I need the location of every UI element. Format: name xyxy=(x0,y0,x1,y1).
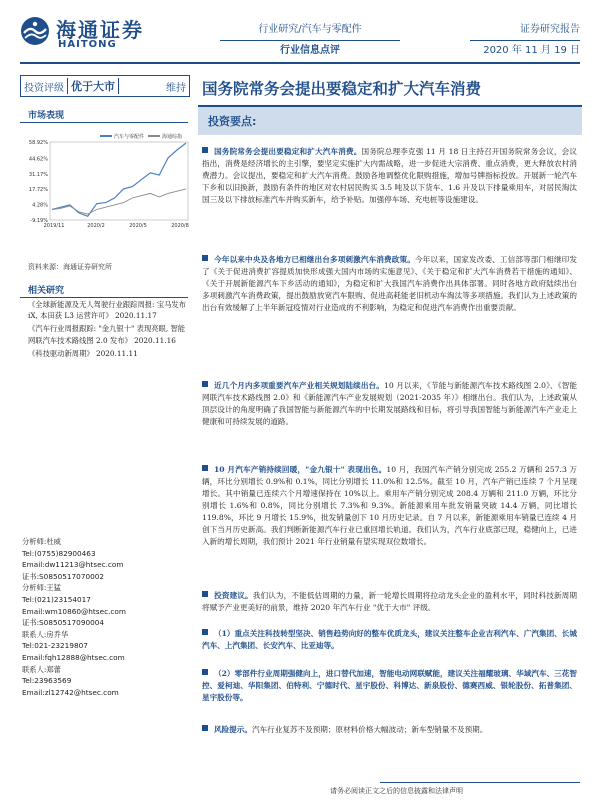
bullet-icon xyxy=(202,465,208,471)
analyst-line: Tel:(0755)82900463 xyxy=(22,548,96,558)
logo-cn-text: 海通证券 xyxy=(56,18,144,42)
rating-box xyxy=(20,75,190,97)
report-label: 证券研究报告 xyxy=(470,20,580,41)
y-tick-label: 4.28% xyxy=(32,202,48,209)
analyst-line: 分析师:王猛 xyxy=(22,583,61,593)
para-body: 10 月，我国汽车产销分别完成 255.2 万辆和 257.3 万辆，环比分别增长 0.9%和 0.1%，同比分别增长 11.0%和 12.5%。截至 10 月，汽车产销已连续 7 个月呈现增长。其中销量已连续六个月增速保持在 10%以上。乘用车产销分别完成 208.4 万辆和 211.0 万辆，环比分别增长 1.6%和 0.8%，同比分别增长 7.3%和 9.3%。新能源乘用车批发销量突破 14.4 万辆，同比增长 119.8%，环比 9 月增长 15.9%，批发销量创下 10 月历史记录。自 7 月以来，新能源乘用车销量已连续 4 月创下当月历史新高。我们判断新能源汽车行业已重回增长轨道。我们认为，汽车行业底部已现，稳健向上，已进入新的增长周期，我们预计 2021 年行业销量有望实现双位数增长。 xyxy=(202,465,578,546)
para-body: 10 月以来，《节能与新能源汽车技术路线图 2.0》、《智能网联汽车技术路线图 2.0》和《新能源汽车产业发展规划（2021-2035 年）》相继出台。我们认为，上述政策从顶层设计的角度明确了我国智能与新能源汽车的中长期发展路线和目标，将引导我国智能与新能源汽车产业走上健康和可持续发展的道路。 xyxy=(202,381,578,426)
para-lead: 近几个月内多项重要汽车产业相关规划陆续出台。 xyxy=(214,381,384,390)
report-title: 国务院常务会提出要稳定和扩大汽车消费 xyxy=(202,79,482,98)
footer-divider xyxy=(380,782,580,783)
paragraph-sales xyxy=(202,464,577,548)
related-list xyxy=(28,299,188,359)
para-body: （2）零部件行业周期强健向上，进口替代加速，智能电动网联赋能，建议关注福耀玻璃、华域汽车、三花智控、爱柯迪、华阳集团、伯特利、宁德时代、星宇股份、科博达、新泉股份、德赛西威、银轮股份、拓普集团、星宇股份等。 xyxy=(202,669,577,702)
report-type: 行业信息点评 xyxy=(280,45,340,56)
analyst-line[interactable]: Email:dw11213@htsec.com xyxy=(22,560,124,570)
bullet-icon xyxy=(202,591,208,597)
paragraph-advice xyxy=(202,590,577,614)
para-body: （1）重点关注科技转型坚决、销售趋势向好的整车优质龙头，建议关注整车企业吉利汽车、广汽集团、长城汽车、上汽集团、长安汽车、比亚迪等。 xyxy=(202,629,577,650)
paragraph-local-policy xyxy=(202,254,577,314)
x-tick-label: 2019/11 xyxy=(43,223,65,229)
analyst-line: 联系人:郑蕾 xyxy=(22,664,61,674)
header-right xyxy=(470,20,580,61)
rating-value: 优于大市 xyxy=(67,78,119,94)
industry-line: 行业研究/汽车与零配件 xyxy=(220,20,400,41)
related-title: 相关研究 xyxy=(28,286,65,296)
paragraph-plans xyxy=(202,380,577,428)
legend-label: 汽车与零配件 xyxy=(114,134,145,140)
para-body: 汽车行业复苏不及预期；原材料价格大幅波动；新车型销量不及预期。 xyxy=(251,725,488,734)
analyst-line[interactable]: Email:zl12742@htsec.com xyxy=(22,687,119,697)
report-date: 2020 年 11 月 19 日 xyxy=(483,45,580,56)
bullet-icon xyxy=(202,629,208,635)
header-divider xyxy=(20,62,580,64)
chart-source: 资料来源：海通证券研究所 xyxy=(28,263,112,271)
chart-frame xyxy=(50,142,188,220)
rating-label: 投资评级 xyxy=(24,82,64,94)
y-tick-label: 31.17% xyxy=(28,171,48,178)
para-body: 我们认为，不能低估周期的力量，新一轮增长周期将拉动龙头企业的盈利水平，同时科技新周期将赋予产业更美好的前景，维持 2020 年汽车行业 "优于大市" 评级。 xyxy=(202,591,577,612)
key-points-label: 投资要点: xyxy=(208,115,257,128)
analyst-line: Tel:021-23219807 xyxy=(22,641,88,651)
analyst-line: Tel:(021)23154017 xyxy=(22,594,91,604)
analyst-line: 联系人:房乔华 xyxy=(22,629,69,639)
x-tick-label: 2020/2 xyxy=(87,223,105,229)
series-line xyxy=(52,143,186,216)
market-title: 市场表现 xyxy=(28,111,65,121)
x-tick-label: 2020/8 xyxy=(171,223,189,229)
paragraph-policy xyxy=(202,146,577,206)
analyst-line: 证书:S0850517090004 xyxy=(22,618,105,628)
bullet-icon xyxy=(202,147,208,153)
para-lead: 10 月汽车产销持续回暖，"金九银十" 表现出色。 xyxy=(214,465,387,474)
related-divider xyxy=(20,297,188,298)
logo xyxy=(20,14,170,50)
bullet-icon xyxy=(202,725,208,731)
paragraph-risk xyxy=(202,724,577,736)
analyst-contacts xyxy=(22,536,182,698)
bullet-icon xyxy=(202,255,208,261)
legend-label: 海通综指 xyxy=(162,134,183,140)
footer-disclaimer: 请务必阅读正文之后的信息披露和法律声明 xyxy=(330,787,463,795)
bullet-icon xyxy=(202,381,208,387)
para-lead: 风险提示。 xyxy=(214,725,252,734)
para-body: 今年以来，国家发改委、工信部等部门相继印发了《关于促进消费扩容提质加快形成强大国内市场的实施意见》、《关于稳定和扩大汽车消费若干措施的通知》、《关于开展新能源汽车下乡活动的通知》，为稳定和扩大我国汽车消费作出具体部署。同时各地方政府陆续出台多项刺激汽车消费政策，提出鼓励放宽汽车限购、促进高耗能老旧机动车淘汰等多项措施。我们认为上述政策的出台有效缓解了上半年新冠疫情对行业造成的不利影响，为稳定和促进汽车消费作出重要贡献。 xyxy=(202,255,577,312)
analyst-line[interactable]: Email:fqh12888@htsec.com xyxy=(22,652,125,662)
paragraph-advice-parts xyxy=(202,668,577,704)
related-item[interactable]: 《科技驱动新周期》 2020.11.11 xyxy=(28,348,138,358)
para-body: 国务院总理李克强 11 月 18 日主持召开国务院常务会议，会议指出，消费是经济增长的主引擎，要坚定实施扩大内需战略，进一步促进大宗消费、重点消费，更大释放农村消费潜力。会议提出，要稳定和扩大汽车消费。鼓励各地调整优化限购措施，增加号牌指标投放。开展新一轮汽车下乡和以旧换新，鼓励有条件的地区对农村居民购买 3.5 吨及以下货车、1.6 升及以下排量乘用车，对居民淘汰国三及以下排放标准汽车并购买新车，给予补贴。加强停车场、充电桩等设施建设。 xyxy=(202,147,577,204)
header-center xyxy=(220,20,400,61)
analyst-line: 证书:S0850517070002 xyxy=(22,571,105,581)
y-tick-label: 44.62% xyxy=(28,156,48,163)
rating-status: 维持 xyxy=(166,82,186,94)
analyst-line[interactable]: Email:wm10860@htsec.com xyxy=(22,606,126,616)
haitong-logo-icon xyxy=(20,16,50,46)
y-tick-label: 17.72% xyxy=(28,187,48,194)
x-tick-label: 2020/5 xyxy=(129,223,147,229)
related-item[interactable]: 《全球新能源及无人驾驶行业跟踪周报: 宝马发布 iX, 本田获 L3 运营许可》 2020.11.17 xyxy=(28,300,187,321)
bullet-icon xyxy=(202,669,208,675)
para-lead: 投资建议。 xyxy=(214,591,253,600)
para-lead: 国务院常务会提出要稳定和扩大汽车消费。 xyxy=(214,147,362,156)
paragraph-advice-oem xyxy=(202,628,577,652)
market-chart xyxy=(20,128,192,238)
y-tick-label: -9.19% xyxy=(30,218,48,224)
para-lead: 今年以来中央及各地方已相继出台多项刺激汽车消费政策。 xyxy=(214,255,415,264)
y-tick-label: 58.92% xyxy=(28,140,48,146)
related-item[interactable]: 《汽车行业周报跟踪: "金九银十" 表现亮眼, 智能网联汽车技术路线图 2.0 发布》 2020.11.16 xyxy=(28,324,186,345)
logo-en-text: HAITONG xyxy=(58,39,117,50)
analyst-line: 分析师:杜威 xyxy=(22,537,61,546)
market-divider xyxy=(20,122,188,123)
analyst-line: Tel:23963569 xyxy=(22,676,72,686)
